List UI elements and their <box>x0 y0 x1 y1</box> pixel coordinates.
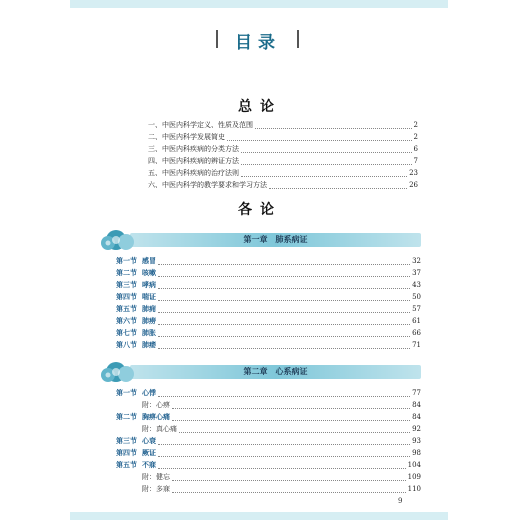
section-row[interactable]: 第四节 厥证 98 <box>116 449 421 457</box>
chapter-banner[interactable] <box>100 364 421 380</box>
toc-item[interactable]: 六、中医内科学的教学要求和学习方法 26 <box>148 181 418 189</box>
toc-title-block <box>0 28 520 52</box>
section-row[interactable]: 附：健忘 109 <box>142 473 421 481</box>
section-row[interactable]: 第六节 肺痨 61 <box>116 317 421 325</box>
section-row[interactable]: 第五节 肺痈 57 <box>116 305 421 313</box>
toc-title: 目录 <box>235 33 281 53</box>
toc-item[interactable]: 四、中医内科疾病的辨证方法 7 <box>148 157 418 165</box>
general-heading: 总论 <box>238 99 282 115</box>
toc-item[interactable]: 五、中医内科疾病的治疗法则 23 <box>148 169 418 177</box>
section-row[interactable]: 第四节 喘证 50 <box>116 293 421 301</box>
section-row[interactable]: 第一节 心悸 77 <box>116 389 421 397</box>
toc-item[interactable]: 一、中医内科学定义、性质及范围 2 <box>148 121 418 129</box>
section-row[interactable]: 第二节 咳嗽 37 <box>116 269 421 277</box>
chapter-banner[interactable] <box>100 232 421 248</box>
chapter-title: 第一章 肺系病证 <box>243 235 308 244</box>
chapter-title: 第二章 心系病证 <box>243 367 308 376</box>
section-row[interactable]: 第八节 肺痿 71 <box>116 341 421 349</box>
section-row[interactable]: 附：真心痛 92 <box>142 425 421 433</box>
specific-heading: 各论 <box>238 202 282 218</box>
section-row[interactable]: 第三节 心衰 93 <box>116 437 421 445</box>
title-right-bar <box>297 30 299 48</box>
section-row[interactable]: 附：心痹 84 <box>142 401 421 409</box>
page-number: 9 <box>398 497 403 505</box>
section-row[interactable]: 第一节 感冒 32 <box>116 257 421 265</box>
toc-item[interactable]: 二、中医内科学发展简史 2 <box>148 133 418 141</box>
bottom-color-band <box>70 512 448 520</box>
section-row[interactable]: 附：多寐 110 <box>142 485 421 493</box>
section-row[interactable]: 第三节 哮病 43 <box>116 281 421 289</box>
top-color-band <box>70 0 448 8</box>
title-left-bar <box>216 30 218 48</box>
section-row[interactable]: 第七节 肺胀 66 <box>116 329 421 337</box>
toc-item[interactable]: 三、中医内科疾病的分类方法 6 <box>148 145 418 153</box>
section-row[interactable]: 第五节 不寐 104 <box>116 461 421 469</box>
section-row[interactable]: 第二节 胸痹心痛 84 <box>116 413 421 421</box>
